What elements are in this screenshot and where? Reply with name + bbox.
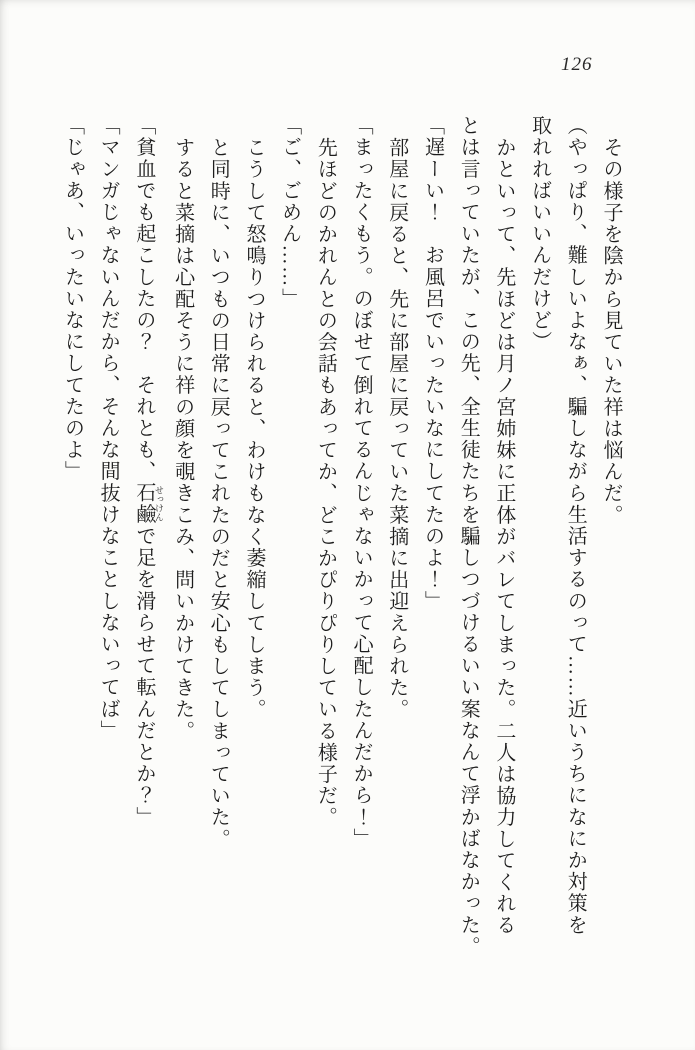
- text-line: すると菜摘は心配そうに祥の顔を覗きこみ、問いかけてきた。: [171, 136, 194, 742]
- text-line: （やっぱり、難しいよなぁ、騙しながら生活するのって……近いうちになにか対策を: [564, 115, 587, 936]
- text-line: 「まったくもう。のぼせて倒れてるんじゃないかって心配したんだから！」: [350, 115, 373, 850]
- page-number: 126: [561, 54, 593, 75]
- text-line: 「ご、ごめん……」: [278, 115, 301, 310]
- text-line: と同時に、いつもの日常に戻ってこれたのだと安心もしてしまっていた。: [207, 136, 230, 850]
- ruby-annotated-word: 石鹼 せっけん: [132, 482, 164, 526]
- text-line: 先ほどのかれんとの会話もあってか、どこかぴりぴりしている様子だ。: [314, 136, 337, 828]
- text-line: とは言っていたが、この先、全生徒たちを騙しつづけるいい案なんて浮かばなかった。: [457, 115, 480, 958]
- text-line: 「じゃあ、いったいなにしてたのよ」: [61, 115, 84, 483]
- text-line: 「貧血でも起こしたの？ それとも、石鹼 せっけんで足を滑らせて転んだとか？」: [132, 115, 164, 828]
- text-line: 「遅ーい！ お風呂でいったいなにしてたのよ！」: [421, 115, 444, 612]
- text-line: かといって、先ほどは月ノ宮姉妹に正体がバレてしまった。二人は協力してくれる: [492, 136, 515, 936]
- text-line: その様子を陰から見ていた祥は悩んだ。: [600, 136, 622, 526]
- vertical-text-block: [54, 115, 628, 983]
- text-line: こうして怒鳴りつけられると、わけもなく萎縮してしまう。: [242, 136, 265, 720]
- text-line: 取れればいいんだけど）: [528, 115, 551, 353]
- text-line: 部屋に戻ると、先に部屋に戻っていた菜摘に出迎えられた。: [385, 136, 408, 720]
- text-line: 「マンガじゃないんだから、そんな間抜けなことしないってば」: [97, 115, 120, 742]
